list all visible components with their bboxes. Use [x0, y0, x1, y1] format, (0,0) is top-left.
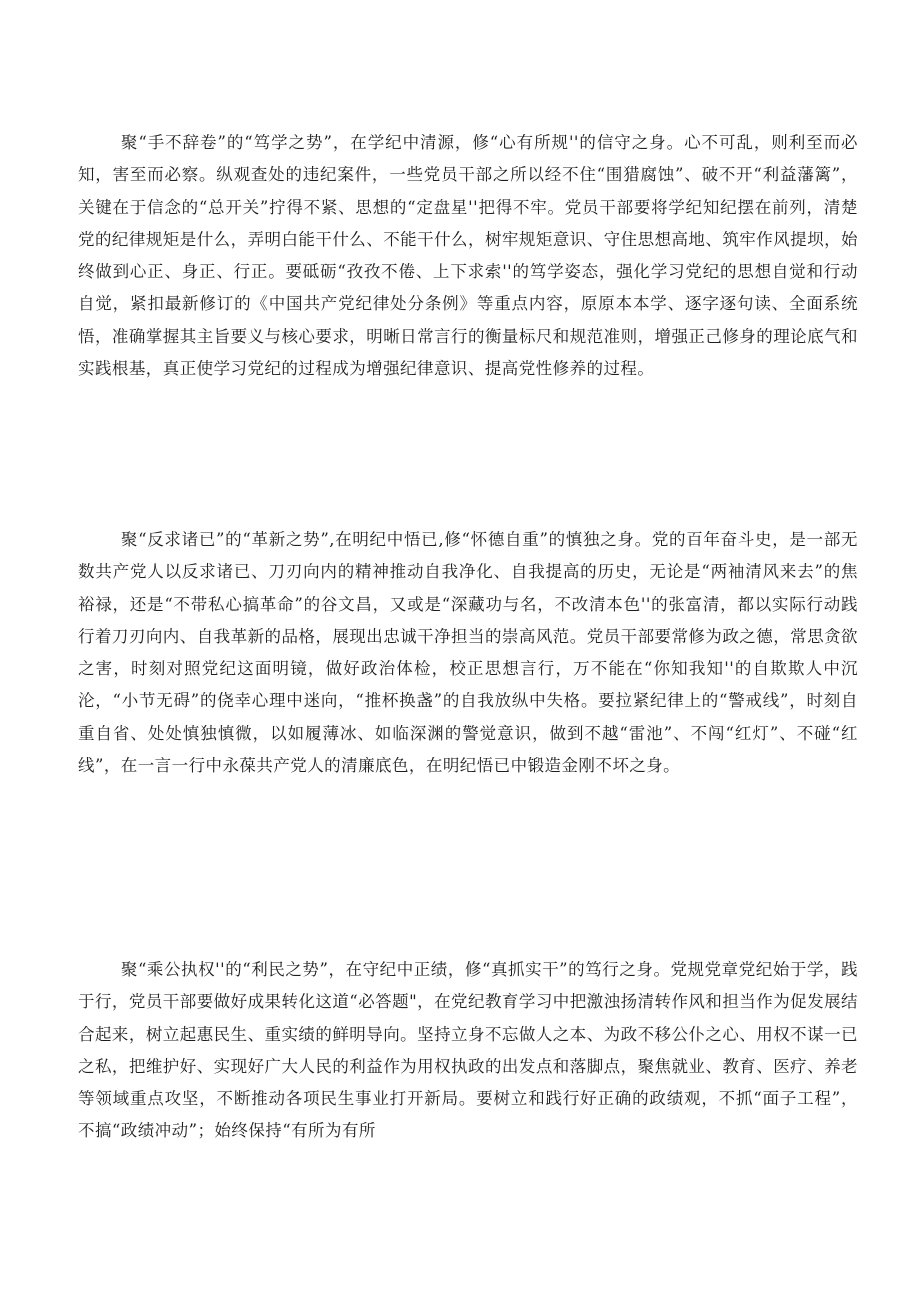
- paragraph-study-discipline: 聚“手不辞卷”的“笃学之势”，在学纪中清源，修“心有所规''的信守之身。心不可乱，则利至而必知，害至而必察。纵观查处的违纪案件，一些党员干部之所以经不住“围猎腐蚀”、破不开“利益藩篱”，关键在于信念的“总开关”拧得不紧、思想的“定盘星''把得不牢。党员干部要将学纪知纪摆在前列，清楚党的纪律规矩是什么，弄明白能干什么、不能干什么，树牢规矩意识、守住思想高地、筑牢作风提坝，始终做到心正、身正、行正。要砥砺“孜孜不倦、上下求索''的笃学姿态，强化学习党纪的思想自觉和行动自觉，紧扣最新修订的《中国共产党纪律处分条例》等重点内容，原原本本学、逐字逐句读、全面系统悟，准确掌握其主旨要义与核心要求，明晰日常言行的衡量标尺和规范准则，增强正己修身的理论底气和实践根基，真正使学习党纪的过程成为增强纪律意识、提高党性修养的过程。: [78, 133, 858, 379]
- paragraph-understand-discipline: 聚“反求诸已”的“革新之势”,在明纪中悟已,修“怀德自重”的慎独之身。党的百年奋斗史，是一部无数共产党人以反求诸已、刀刃向内的精神推动自我净化、自我提高的历史，无论是“两袖清风来去”的焦裕禄，还是“不带私心搞革命”的谷文昌，又或是“深藏功与名，不改清本色''的张富清，都以实际行动践行着刀刃向内、自我革新的品格，展现出忠诚干净担当的崇高风范。党员干部要常修为政之德，常思贪欲之害，时刻对照党纪这面明镜，做好政治体检，校正思想言行，万不能在“你知我知''的自欺欺人中沉沦，“小节无碍”的侥幸心理中迷向，“推杯换盏”的自我放纵中失格。要拉紧纪律上的“警戒线”，时刻自重自省、处处慎独慎微，以如履薄冰、如临深渊的警觉意识，做到不越“雷池”、不闯“红灯”、不碰“红线”，在一言一行中永葆共产党人的清廉底色，在明纪悟已中锻造金刚不坏之身。: [78, 530, 858, 776]
- paragraph-observe-discipline: 聚“乘公执权''的“利民之势”，在守纪中正绩，修“真抓实干”的笃行之身。党规党章党纪始于学，践于行，党员干部要做好成果转化这道“必答题"，在党纪教育学习中把激浊扬清转作风和担当作为促发展结合起来，树立起惠民生、重实绩的鲜明导向。坚持立身不忘做人之本、为政不移公仆之心、用权不谋一已之私，把维护好、实现好广大人民的利益作为用权执政的出发点和落脚点，聚焦就业、教育、医疗、养老等领域重点攻坚，不断推动各项民生事业打开新局。要树立和践行好正确的政绩观，不抓“面子工程”，不搞“政绩冲动”；始终保持“有所为有所: [78, 960, 858, 1141]
